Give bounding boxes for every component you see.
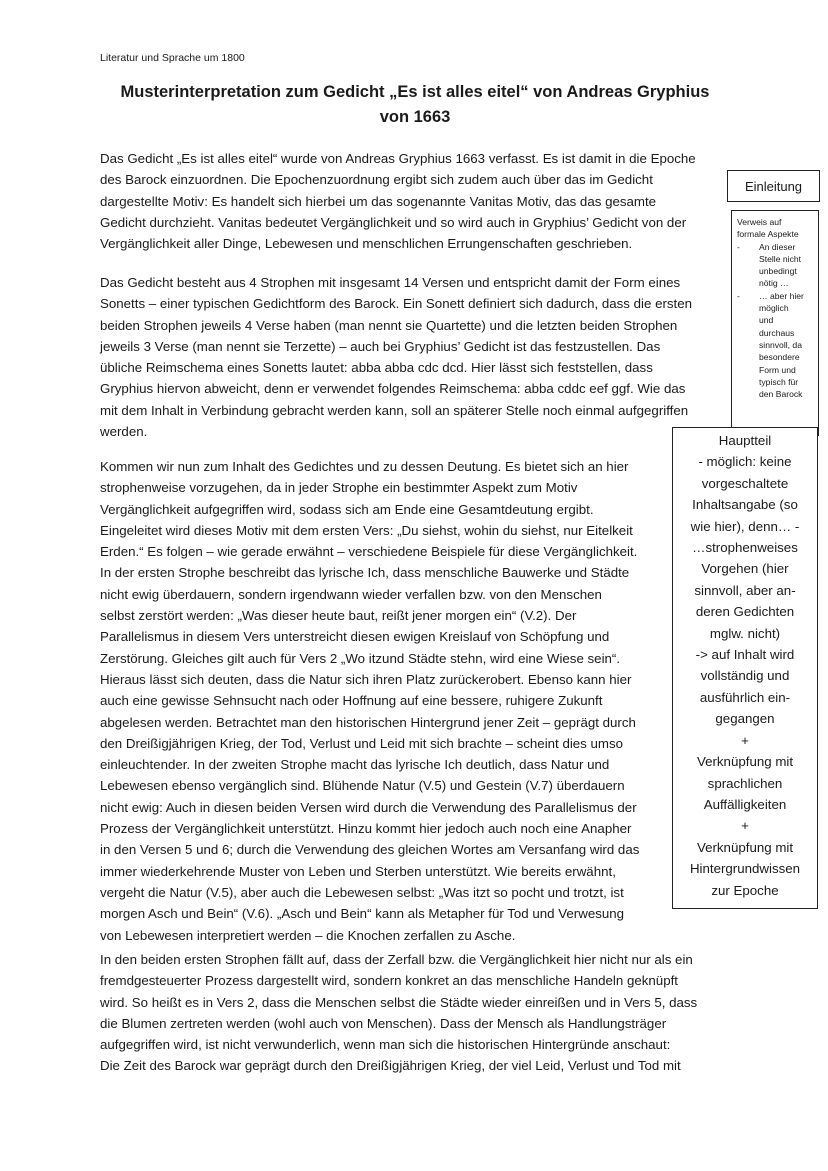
bullet-line: und <box>759 315 774 326</box>
text-line: vergeht die Natur (V.5), aber auch die Lebewesen selbst: „Was itzt so pocht und trotzt, ist <box>100 884 624 900</box>
paragraph-content <box>100 456 672 946</box>
text-line: Eingeleitet wird dieses Motiv mit dem ersten Vers: „Du siehst, wohin du siehst, nur Eitelkeit <box>100 522 633 538</box>
text-line: morgen Asch und Bein“ (V.6). „Asch und Bein“ kann als Metapher für Tod und Verwesung <box>100 906 625 922</box>
text-line: strophenweise vorzugehen, da in jeder Strophe ein bestimmter Aspekt zum Motiv <box>100 480 578 496</box>
margin-note-line: Hintergrundwissen <box>689 861 801 877</box>
margin-note-line: - möglich: keine <box>698 454 792 470</box>
text-line: des Barock einzuordnen. Die Epochenzuordnung ergibt sich zudem auch über das im Gedicht <box>100 172 653 188</box>
bullet-dash: - <box>737 241 740 252</box>
bullet-line: Stelle nicht <box>759 253 802 264</box>
text-line: wird. So heißt es in Vers 2, dass die Menschen selbst die Städte wieder einreißen und in Vers 5, dass <box>100 994 698 1010</box>
margin-note-line: Vorgehen (hier <box>701 561 789 577</box>
margin-note-main-part <box>672 427 818 909</box>
margin-note-line: …strophenweises <box>692 540 798 556</box>
margin-note-line: sinnvoll, aber an- <box>694 582 796 598</box>
text-line: Das Gedicht besteht aus 4 Strophen mit insgesamt 14 Versen und entspricht damit der Form eines <box>100 275 681 290</box>
bullet-line: An dieser <box>759 241 796 252</box>
margin-note-title: Verweis auf <box>737 217 782 227</box>
text-line: einleuchtender. In der zweiten Strophe macht das lyrische Ich deutlich, dass Natur und <box>100 757 610 773</box>
bullet-line: möglich <box>759 303 789 314</box>
margin-note-introduction <box>727 170 820 202</box>
text-line: Kommen wir nun zum Inhalt des Gedichtes und zu dessen Deutung. Es bietet sich an hier <box>100 459 629 474</box>
text-line: Parallelismus in diesem Vers unterstreicht diesen ewigen Kreislauf von Schöpfung und <box>100 629 610 645</box>
text-line: Gedicht durchzieht. Vanitas bedeutet Vergänglichkeit und so wird auch in Gryphius’ Gedicht von der <box>100 214 687 230</box>
paragraph-formal <box>100 272 724 442</box>
bullet-line: typisch für <box>759 376 799 387</box>
margin-note-label: Einleitung <box>744 178 803 194</box>
text-line: den Dreißigjährigen Krieg, der Tod, Verlust und Leid mit sich brachte – scheint dies umso <box>100 735 624 751</box>
margin-note-line: -> auf Inhalt wird <box>695 647 795 663</box>
text-line: Vergänglichkeit aller Dinge, Lebewesen und menschlichen Errungenschaften geschrieben. <box>100 236 633 252</box>
text-line: selbst zerstört werden: „Was dieser heute baut, reißt jener morgen ein“ (V.2). Der <box>100 608 577 624</box>
text-line: Das Gedicht „Es ist alles eitel“ wurde von Andreas Gryphius 1663 verfasst. Es ist damit in die Epoche <box>100 151 696 166</box>
text-line: Die Zeit des Barock war geprägt durch den Dreißigjährigen Krieg, der viel Leid, Verlust und Tod mit <box>100 1058 681 1074</box>
text-line: aufgegriffen wird, ist nicht verwunderlich, wenn man sich die historischen Hintergründe anschaut: <box>100 1037 671 1053</box>
text-line: dargestellte Motiv: Es handelt sich hierbei um das sogenannte Vanitas Motiv, das das gesamte <box>100 193 657 209</box>
text-line: Gryphius hiervon abweicht, denn er verwendet folgendes Reimschema: abba cddc eef ggf. Wie das <box>100 381 686 397</box>
title-line: von 1663 <box>379 108 451 126</box>
bullet-line: durchaus <box>759 327 795 338</box>
margin-bullet-item <box>737 241 814 290</box>
margin-note-formal-aspects <box>731 210 819 436</box>
margin-note-line: gegangen <box>715 711 775 727</box>
text-line: nicht ewig: Auch in diesen beiden Versen wird durch die Verwendung des Parallelismus der <box>100 799 637 815</box>
text-line: nicht ewig überdauern, sondern irgendwann wieder verfallen bzw. von den Menschen <box>100 586 602 602</box>
margin-note-line: Hauptteil <box>718 433 772 448</box>
running-header: Literatur und Sprache um 1800 <box>100 52 245 64</box>
text-line: Zerstörung. Gleiches gilt auch für Vers 2 „Wo itzund Städte stehn, wird eine Wiese sein“. <box>100 650 621 666</box>
text-line: Vergänglichkeit aufgegriffen wird, sodass sich am Ende eine Gesamtdeutung ergibt. <box>100 501 594 517</box>
bullet-line: unbedingt <box>759 266 797 277</box>
margin-note-line: vorgeschaltete <box>701 475 789 491</box>
text-line: von Lebewesen interpretiert werden – die Knochen zerfallen zu Asche. <box>100 927 516 943</box>
margin-note-line: vollständig und <box>700 668 790 684</box>
text-line: Sonetts – einer typischen Gedichtform des Barock. Ein Sonett definiert sich dadurch, dass die ersten <box>100 296 693 312</box>
paragraph-context <box>100 949 730 1077</box>
text-line: immer wiederkehrende Muster von Leben und Sterben unterstützt. Wie bereits erwähnt, <box>100 863 616 879</box>
bullet-line: besondere <box>759 352 800 363</box>
margin-note-line: zur Epoche <box>711 882 779 898</box>
text-line: In den beiden ersten Strophen fällt auf, dass der Zerfall bzw. die Vergänglichkeit hier nicht nur als ein <box>100 952 693 967</box>
bullet-line: nötig … <box>759 278 789 289</box>
margin-note-line: mglw. nicht) <box>709 625 781 641</box>
margin-note-line: Verknüpfung mit <box>696 754 794 770</box>
margin-note-line: + <box>741 732 749 748</box>
text-line: in den Versen 5 und 6; durch die Verwendung des gleichen Wortes am Versanfang wird das <box>100 842 640 858</box>
text-line: Lebewesen ebenso vergänglich sind. Blühende Natur (V.5) und Gestein (V.7) überdauern <box>100 778 625 794</box>
bullet-dash: - <box>737 290 740 301</box>
text-line: fremdgesteuerter Prozess dargestellt wird, sondern konkret an das menschliche Handeln geknüpft <box>100 973 678 989</box>
text-line: übliche Reimschema eines Sonetts lautet: abba abba cdc dcd. Hier lässt sich feststellen, dass <box>100 360 653 376</box>
margin-note-line: ausführlich ein- <box>699 689 791 705</box>
margin-note-title: formale Aspekte <box>737 229 799 240</box>
text-line: Prozess der Vergänglichkeit unterstützt. Hinzu kommt hier jedoch auch noch eine Anapher <box>100 821 632 837</box>
text-line: die Blumen zertreten werden (wohl auch von Menschen). Dass der Mensch als Handlungsträger <box>100 1015 667 1031</box>
margin-note-line: sprachlichen <box>707 775 783 791</box>
text-line: mit dem Inhalt in Verbindung gebracht werden kann, soll an späterer Stelle noch einmal aufgegriffen <box>100 402 689 418</box>
margin-note-line: + <box>741 818 749 834</box>
text-line: Erden.“ Es folgen – wie gerade erwähnt – verschiedene Beispiele für diese Vergänglichkeit. <box>100 544 638 560</box>
bullet-line: … aber hier <box>759 290 804 301</box>
bullet-line: Form und <box>759 364 796 375</box>
text-line: werden. <box>100 424 148 440</box>
title-line: Musterinterpretation zum Gedicht „Es ist alles eitel“ von Andreas Gryphius <box>120 83 710 101</box>
text-line: auch eine gewisse Sehnsucht nach oder Hoffnung auf eine bessere, ruhigere Zukunft <box>100 693 603 709</box>
text-line: jeweils 3 Verse (man nennt sie Terzette) – auch bei Gryphius’ Gedicht ist das festzustellen. Das <box>100 338 661 354</box>
margin-note-line: Verknüpfung mit <box>696 839 794 855</box>
text-line: abgelesen werden. Betrachtet man den historischen Hintergrund jener Zeit – geprägt durch <box>100 714 636 730</box>
bullet-line: sinnvoll, da <box>759 339 802 350</box>
margin-note-line: wie hier), denn… - <box>690 518 800 534</box>
document-title <box>100 80 730 130</box>
margin-bullet-item <box>737 290 814 401</box>
text-line: Hieraus lässt sich deuten, dass die Natur sich ihren Platz zurückerobert. Ebenso kann hier <box>100 671 632 687</box>
text-line: In der ersten Strophe beschreibt das lyrische Ich, dass menschliche Bauwerke und Städte <box>100 565 630 581</box>
margin-note-line: deren Gedichten <box>695 604 795 620</box>
bullet-line: den Barock <box>759 389 803 400</box>
margin-note-line: Inhaltsangabe (so <box>692 497 798 513</box>
paragraph-introduction <box>100 148 724 254</box>
margin-note-line: Auffälligkeiten <box>703 796 787 812</box>
text-line: beiden Strophen jeweils 4 Verse haben (man nennt sie Quartette) und die letzten beiden Strophen <box>100 317 678 333</box>
